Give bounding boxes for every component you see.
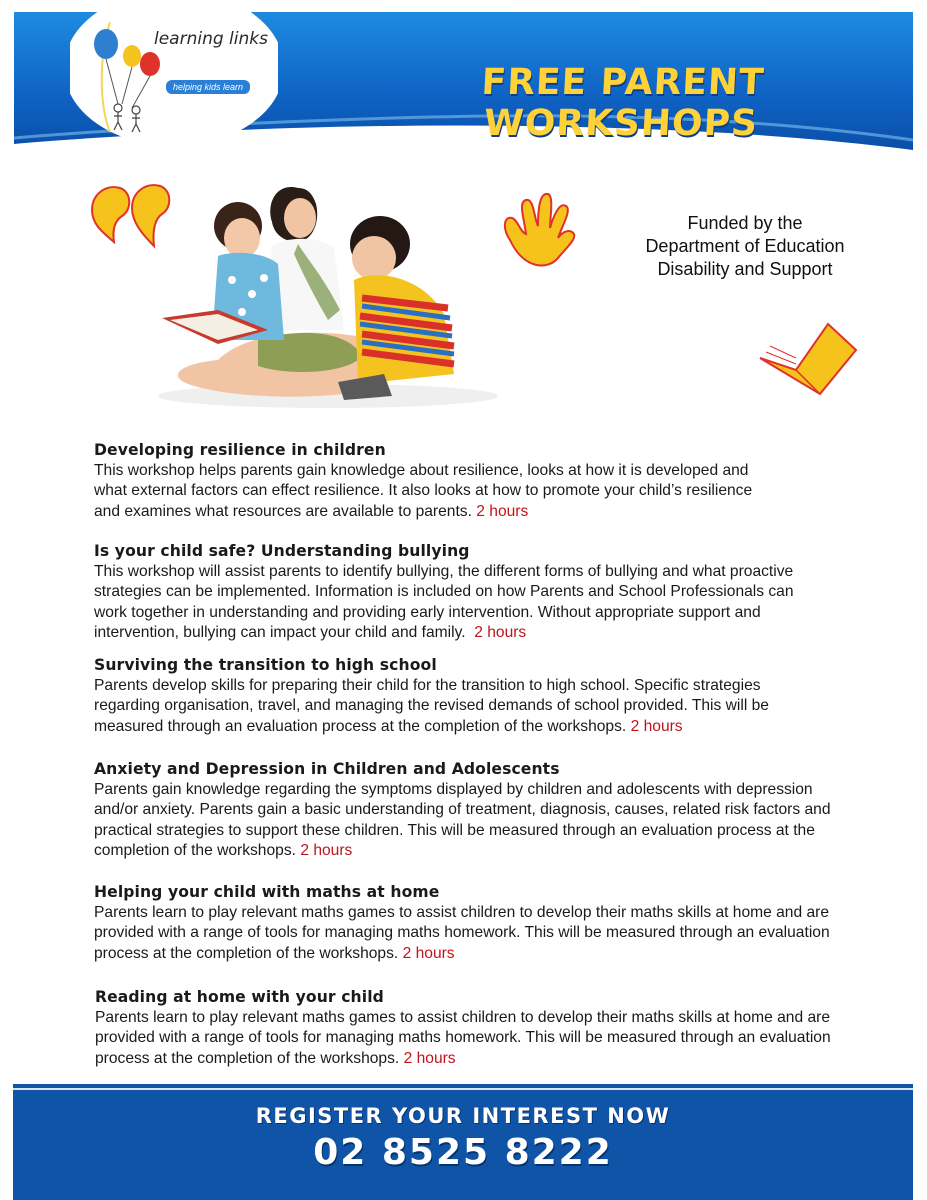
- workshop-title: Reading at home with your child: [95, 988, 384, 1006]
- workshop-title: Anxiety and Depression in Children and Adolescents: [94, 760, 560, 778]
- workshop-body: Parents learn to play relevant maths games to assist children to develop their maths skills at home and are provided with a range of tools for managing maths homework. This will be measured through an evaluation process at the completion of the workshops.: [94, 903, 830, 962]
- workshop-reading: [95, 987, 855, 1069]
- workshop-title: Helping your child with maths at home: [94, 883, 440, 901]
- hand-print-icon: [496, 188, 582, 274]
- workshop-bullying: [94, 541, 854, 644]
- workshop-duration: 2 hours: [402, 944, 455, 962]
- workshop-maths: [94, 882, 854, 964]
- workshop-duration: 2 hours: [300, 842, 353, 859]
- funding-line-2: Department of Education: [645, 236, 845, 256]
- workshop-description: [94, 461, 754, 523]
- workshop-anxiety-depression: [94, 759, 854, 862]
- workshop-description: [94, 562, 794, 644]
- workshop-title: Surviving the transition to high school: [94, 656, 437, 674]
- workshop-description: [94, 676, 824, 738]
- workshop-body: This workshop helps parents gain knowledge about resilience, looks at how it is developed and what external factors can effect resilience. It also looks at how to promote your child’s resilience and examines what resources are available to parents.: [94, 461, 753, 520]
- workshop-description: [94, 780, 834, 862]
- workshop-duration: 2 hours: [474, 624, 527, 641]
- workshop-description: [94, 903, 844, 965]
- header-banner: [14, 12, 913, 154]
- funding-notice: [600, 212, 890, 281]
- logo-tagline: helping kids learn: [166, 80, 250, 94]
- workshop-body: Parents develop skills for preparing their child for the transition to high school. Specific strategies regarding organisation, travel, and managing the revised demands of school provided. This will be measured through an evaluation process at the completion of the workshops.: [94, 676, 769, 735]
- footer-banner: [13, 1084, 913, 1200]
- workshop-description: [95, 1008, 845, 1070]
- workshop-transition: [94, 655, 854, 737]
- workshop-resilience: [94, 440, 854, 522]
- workshop-body: This workshop will assist parents to identify bullying, the different forms of bullying and what proactive strategies can be implemented. Information is included on how Parents and School Professionals can work together in understanding and providing early intervention. Without appropriate support and intervention, bullying can impact your child and family.: [94, 562, 794, 641]
- workshop-body: Parents gain knowledge regarding the symptoms displayed by children and adolescents with depression and/or anxiety. Parents gain a basic understanding of treatment, diagnosis, causes, related risk factors and practical strategies to support these children. This will be measured through an evaluation process at the completion of the workshops.: [94, 780, 831, 859]
- workshop-duration: 2 hours: [476, 502, 529, 520]
- workshop-duration: 2 hours: [403, 1049, 456, 1067]
- footer-divider: [13, 1088, 913, 1090]
- workshop-body: Parents learn to play relevant maths games to assist children to develop their maths skills at home and are provided with a range of tools for managing maths homework. This will be measured through an evaluation process at the completion of the workshops.: [95, 1008, 831, 1067]
- register-interest-heading: REGISTER YOUR INTEREST NOW: [255, 1104, 671, 1128]
- workshop-duration: 2 hours: [630, 717, 683, 735]
- open-book-icon: [756, 318, 860, 396]
- workshop-title: Is your child safe? Understanding bullying: [94, 542, 470, 560]
- funding-line-1: Funded by the: [687, 213, 803, 233]
- logo-wordmark: learning links: [154, 29, 268, 49]
- page-title: FREE PARENT WORKSHOPS: [480, 62, 766, 144]
- phone-number[interactable]: 02 8525 8222: [313, 1132, 613, 1173]
- funding-line-3: Disability and Support: [657, 259, 833, 279]
- learning-links-logo: [70, 12, 278, 144]
- family-reading-photo: [148, 160, 500, 410]
- workshop-title: Developing resilience in children: [94, 441, 386, 459]
